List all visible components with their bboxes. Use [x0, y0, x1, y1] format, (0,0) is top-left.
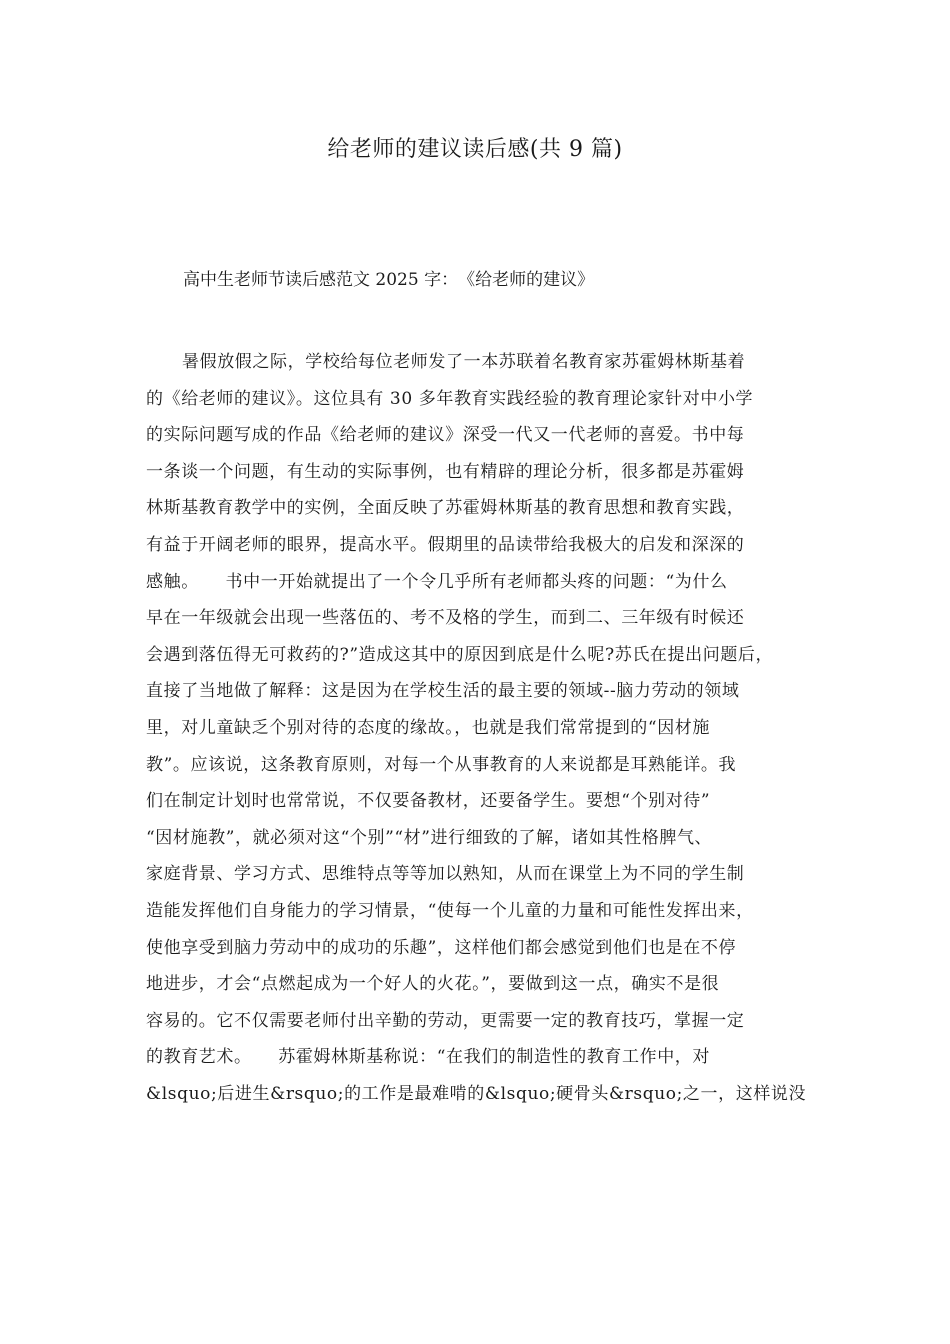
- body-line: 家庭背景、学习方式、思维特点等等加以熟知，从而在课堂上为不同的学生制: [146, 864, 745, 885]
- body-line: 们在制定计划时也常常说，不仅要备教材，还要备学生。要想“个别对待”: [146, 791, 711, 812]
- body-line: 容易的。它不仅需要老师付出辛勤的劳动，更需要一定的教育技巧，掌握一定: [146, 1010, 745, 1031]
- document-subtitle: 高中生老师节读后感范文 2025 字： 《给老师的建议》: [183, 270, 595, 290]
- body-line: 暑假放假之际，学校给每位老师发了一本苏联着名教育家苏霍姆林斯基着: [182, 352, 746, 372]
- body-line: 使他享受到脑力劳动中的成功的乐趣”，这样他们都会感觉到他们也是在不停: [146, 937, 737, 958]
- body-line: 地进步，才会“点燃起成为一个好人的火花。”，要做到这一点，确实不是很: [146, 974, 720, 995]
- body-line: 的教育艺术。 苏霍姆林斯基称说：“在我们的制造性的教育工作中，对: [146, 1047, 710, 1068]
- body-line: 教”。应该说，这条教育原则，对每一个从事教育的人来说都是耳熟能详。我: [146, 754, 737, 775]
- body-line: 直接了当地做了解释：这是因为在学校生活的最主要的领域--脑力劳动的领域: [146, 681, 740, 702]
- body-line: 里，对儿童缺乏个别对待的态度的缘故。，也就是我们常常提到的“因材施: [146, 717, 710, 738]
- body-line: 一条谈一个问题，有生动的实际事例，也有精辟的理论分析，很多都是苏霍姆: [146, 461, 745, 482]
- body-line: &lsquo;后进生&rsquo;的工作是最难啃的&lsquo;硬骨头&rsquo;之一，这样说没: [146, 1083, 807, 1104]
- body-line: 早在一年级就会出现一些落伍的、考不及格的学生，而到二、三年级有时候还: [146, 608, 745, 629]
- document-body: [146, 344, 826, 1112]
- body-line: 感触。 书中一开始就提出了一个令几乎所有老师都头疼的问题：“为什么: [146, 571, 728, 592]
- body-line: 的实际问题写成的作品《给老师的建议》深受一代又一代老师的喜爱。书中每: [146, 425, 745, 446]
- body-line: 造能发挥他们自身能力的学习情景，“使每一个儿童的力量和可能性发挥出来，: [146, 900, 754, 921]
- body-line: “因材施教”，就必须对这“个别”“材”进行细致的了解，诸如其性格脾气、: [146, 827, 713, 848]
- body-line: 林斯基教育教学中的实例，全面反映了苏霍姆林斯基的教育思想和教育实践，: [146, 498, 745, 519]
- body-line: 会遇到落伍得无可救药的?”造成这其中的原因到底是什么呢?苏氏在提出问题后，: [146, 644, 774, 665]
- body-line: 有益于开阔老师的眼界，提高水平。假期里的品读带给我极大的启发和深深的: [146, 534, 745, 555]
- document-title: 给老师的建议读后感(共 9 篇): [327, 137, 623, 162]
- body-line: 的《给老师的建议》。这位具有 30 多年教育实践经验的教育理论家针对中小学: [146, 388, 754, 409]
